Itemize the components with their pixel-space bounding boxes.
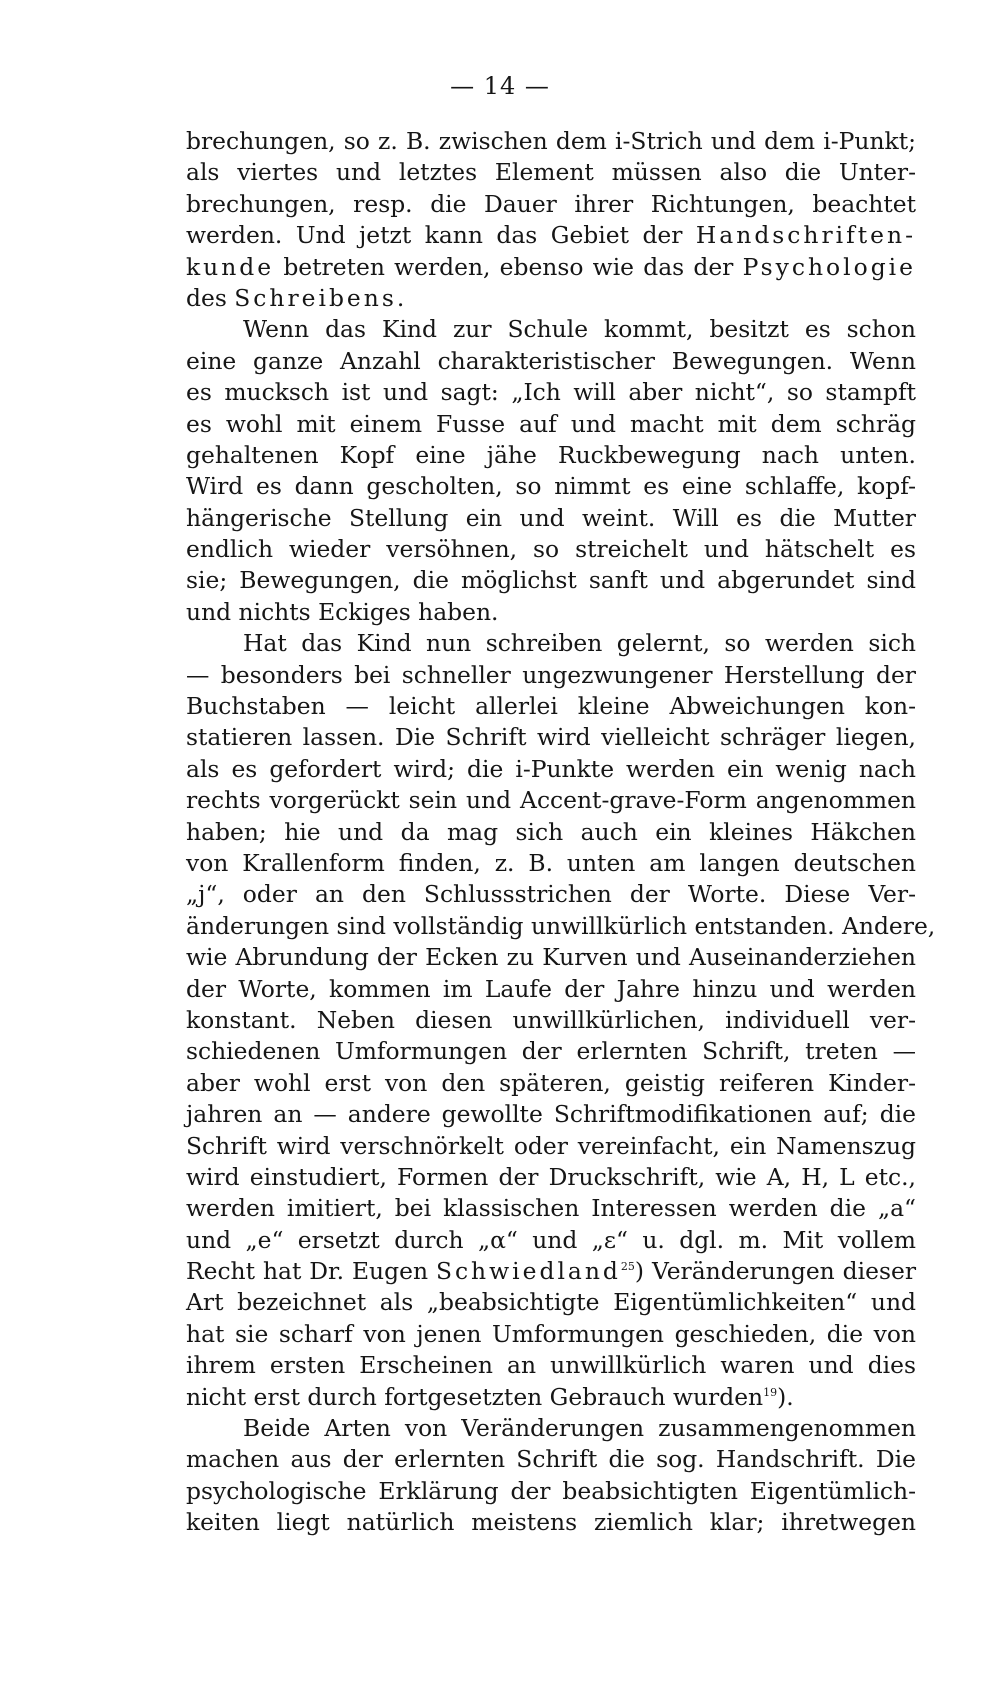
text-line-content: machen aus der erlernten Schrift die sog. Handschrift. Die [186, 1445, 916, 1474]
text-line [186, 1382, 916, 1413]
text-line [186, 754, 916, 785]
text-line [186, 628, 916, 659]
text-line-content: Beide Arten von Veränderungen zusammengenommen [243, 1414, 916, 1443]
text-line [186, 1507, 916, 1538]
text-line-content: rechts vorgerückt sein und Accent-grave-Form angenommen [186, 786, 916, 815]
text-line-content: und „e“ ersetzt durch „α“ und „ε“ u. dgl. m. Mit vollem [186, 1225, 916, 1254]
text-line [186, 974, 916, 1005]
text-line [186, 691, 916, 722]
text-line-content: psychologische Erklärung der beabsichtigten Eigentümlich- [186, 1476, 916, 1505]
text-line-content: es mucksch ist und sagt: „Ich will aber nicht“, so stampft [186, 378, 916, 407]
text-line [186, 1350, 916, 1381]
text-line-content: Art bezeichnet als „beabsichtigte Eigentümlichkeiten“ und [186, 1288, 916, 1317]
text-line [186, 283, 916, 314]
text-line [186, 377, 916, 408]
text-line [186, 942, 916, 973]
text-line-content: keiten liegt natürlich meistens ziemlich klar; ihretwegen [186, 1508, 916, 1537]
text-line [186, 409, 916, 440]
text-line-content: brechungen, resp. die Dauer ihrer Richtungen, beachtet [186, 189, 916, 218]
text-line [186, 565, 916, 596]
text-line [186, 1225, 916, 1256]
text-line [186, 1476, 916, 1507]
text-line-content: der Worte, kommen im Laufe der Jahre hinzu und werden [186, 974, 916, 1003]
text-line-content: jahren an — andere gewollte Schriftmodifikationen auf; die [186, 1100, 916, 1129]
text-line-content: eine ganze Anzahl charakteristischer Bewegungen. Wenn [186, 346, 916, 375]
text-line-content: „j“, oder an den Schlussstrichen der Worte. Diese Ver- [186, 880, 916, 909]
text-line-content: werden imitiert, bei klassischen Interessen werden die „a“ [186, 1194, 916, 1223]
text-line [186, 597, 916, 628]
text-line-content: nicht erst durch fortgesetzten Gebrauch wurden [186, 1382, 764, 1411]
text-line [186, 252, 916, 283]
text-line [186, 1256, 916, 1287]
text-line [186, 220, 916, 251]
text-line [186, 1068, 916, 1099]
text-line-content: Schrift wird verschnörkelt oder vereinfacht, ein Namenszug [186, 1131, 916, 1160]
text-line-content: hat sie scharf von jenen Umformungen geschieden, die von [186, 1319, 916, 1348]
text-line [186, 157, 916, 188]
footnote-reference: 19 [763, 1385, 778, 1399]
text-line-content: — besonders bei schneller ungezwungener Herstellung der [186, 660, 916, 689]
body-text [186, 126, 936, 1539]
text-line-content: Buchstaben — leicht allerlei kleine Abweichungen kon- [186, 692, 916, 721]
text-line [186, 785, 916, 816]
text-line [186, 440, 916, 471]
text-line-content: als viertes und letztes Element müssen also die Unter- [186, 158, 916, 187]
text-line [186, 1162, 916, 1193]
text-line [186, 1287, 916, 1318]
text-line [186, 1319, 916, 1350]
text-line-content: und nichts Eckiges haben. [186, 597, 499, 626]
text-line-content: Wird es dann gescholten, so nimmt es eine schlaffe, kopf- [186, 472, 916, 501]
text-line-content: konstant. Neben diesen unwillkürlichen, individuell ver- [186, 1005, 916, 1034]
text-line-content: sie; Bewegungen, die möglichst sanft und abgerundet sind [186, 566, 916, 595]
text-line-content: Recht hat Dr. Eugen Schwiedland [186, 1257, 621, 1286]
text-line [186, 1131, 916, 1162]
text-line-content: gehaltenen Kopf eine jähe Ruckbewegung nach unten. [186, 440, 916, 469]
text-line [186, 1444, 916, 1475]
text-line [186, 722, 916, 753]
text-line-content: des Schreibens. [186, 283, 405, 312]
text-line-content: Wenn das Kind zur Schule kommt, besitzt es schon [243, 315, 916, 344]
text-line-content: änderungen sind vollständig unwillkürlich entstanden. Andere, [186, 911, 936, 940]
text-line-content: werden. Und jetzt kann das Gebiet der Handschriften- [186, 221, 916, 250]
text-line-content: brechungen, so z. B. zwischen dem i-Strich und dem i-Punkt; [186, 127, 916, 155]
text-line [186, 314, 916, 345]
text-line-content: wie Abrundung der Ecken zu Kurven und Auseinanderziehen [186, 943, 916, 972]
text-line [186, 346, 916, 377]
text-line-content: schiedenen Umformungen der erlernten Schrift, treten — [186, 1037, 916, 1066]
text-line [186, 1099, 916, 1130]
footnote-reference: 25 [620, 1260, 635, 1274]
text-line-content: als es gefordert wird; die i-Punkte werden ein wenig nach [186, 754, 916, 783]
text-line-content: wird einstudiert, Formen der Druckschrift, wie A, H, L etc., [186, 1162, 916, 1191]
text-line [186, 660, 916, 691]
text-line-content: haben; hie und da mag sich auch ein kleines Häkchen [186, 817, 916, 846]
text-line-content: ihrem ersten Erscheinen an unwillkürlich waren und dies [186, 1351, 916, 1380]
text-line [186, 817, 916, 848]
text-line [186, 1005, 916, 1036]
text-line [186, 1413, 916, 1444]
text-line [186, 126, 916, 157]
text-line [186, 1036, 916, 1067]
text-line-content: kunde betreten werden, ebenso wie das der Psychologie [186, 252, 916, 281]
page-number: — 14 — [450, 72, 550, 100]
text-line [186, 471, 916, 502]
text-line-continuation: ). [777, 1382, 794, 1411]
text-line [186, 848, 916, 879]
text-line-continuation: ) Veränderungen dieser [634, 1257, 916, 1286]
text-line [186, 911, 936, 942]
text-line-content: von Krallenform finden, z. B. unten am langen deutschen [186, 848, 916, 877]
text-line [186, 1193, 916, 1224]
text-line [186, 534, 916, 565]
text-line-content: hängerische Stellung ein und weint. Will es die Mutter [186, 503, 916, 532]
text-line [186, 503, 916, 534]
text-line-content: Hat das Kind nun schreiben gelernt, so werden sich [243, 629, 916, 658]
text-line-content: es wohl mit einem Fusse auf und macht mit dem schräg [186, 409, 916, 438]
text-line [186, 879, 916, 910]
text-line-content: aber wohl erst von den späteren, geistig reiferen Kinder- [186, 1068, 916, 1097]
text-line-content: endlich wieder versöhnen, so streichelt und hätschelt es [186, 535, 916, 564]
text-line [186, 189, 916, 220]
text-line-content: statieren lassen. Die Schrift wird vielleicht schräger liegen, [186, 723, 916, 752]
